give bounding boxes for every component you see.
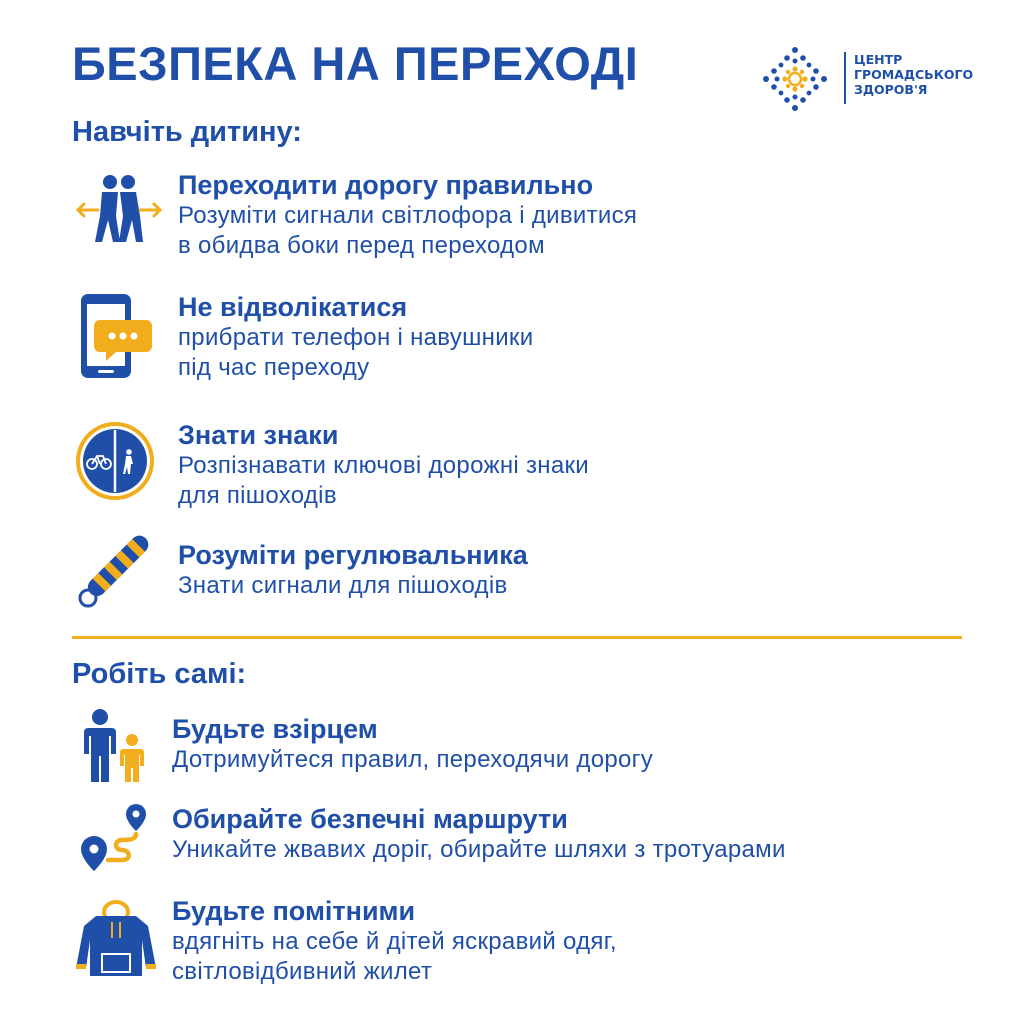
item-desc-line-2: світловідбивний жилет [172, 958, 433, 985]
logo [760, 44, 974, 116]
baton-icon [74, 528, 158, 610]
item-desc-line-1: Розуміти сигнали світлофора і дивитися [178, 202, 638, 229]
item-desc-line-2: під час переходу [178, 354, 370, 381]
section-heading-children: Навчіть дитину: [72, 116, 302, 148]
logo-text [854, 52, 973, 97]
page-title: БЕЗПЕКА НА ПЕРЕХОДІ [72, 37, 639, 90]
list-item-cross-correctly [72, 168, 972, 268]
item-desc-line-1: прибрати телефон і навушники [178, 324, 534, 351]
logo-mark-icon [760, 44, 830, 114]
item-desc-line-2: в обидва боки перед переходом [178, 232, 545, 259]
item-desc-line-1: Уникайте жвавих доріг, обирайте шляхи з тротуарами [172, 836, 786, 863]
logo-line-2: ГРОМАДСЬКОГО [854, 67, 974, 82]
route-pin-icon [78, 802, 158, 872]
item-title: Знати знаки [178, 420, 339, 450]
road-sign-icon [74, 420, 156, 502]
logo-divider [844, 52, 846, 104]
list-item-role-model [72, 708, 972, 788]
item-title: Будьте взірцем [172, 714, 378, 744]
item-desc-line-1: Розпізнавати ключові дорожні знаки [178, 452, 589, 479]
item-desc-line-2: для пішоходів [178, 482, 337, 509]
parent-child-icon [76, 708, 156, 784]
list-item-safe-routes [72, 802, 972, 882]
list-item-no-distraction [72, 290, 972, 390]
logo-line-3: ЗДОРОВ'Я [854, 82, 928, 97]
list-item-traffic-controller [72, 528, 972, 618]
item-title: Розуміти регулювальника [178, 540, 528, 570]
item-title: Будьте помітними [172, 896, 416, 926]
item-desc-line-1: Знати сигнали для пішоходів [178, 572, 508, 599]
list-item-be-visible [72, 894, 972, 994]
item-title: Не відволікатися [178, 292, 408, 322]
list-item-know-signs [72, 420, 972, 510]
logo-line-1: ЦЕНТР [854, 52, 903, 67]
item-title: Переходити дорогу правильно [178, 170, 594, 200]
section-heading-yourself: Робіть самі: [72, 658, 247, 690]
phone-chat-icon [78, 290, 158, 382]
people-crossing-icon [72, 172, 164, 248]
hoodie-icon [76, 898, 156, 978]
item-title: Обирайте безпечні маршрути [172, 804, 568, 834]
item-desc-line-1: вдягніть на себе й дітей яскравий одяг, [172, 928, 617, 955]
section-divider [72, 636, 962, 639]
item-desc-line-1: Дотримуйтеся правил, переходячи дорогу [172, 746, 654, 773]
